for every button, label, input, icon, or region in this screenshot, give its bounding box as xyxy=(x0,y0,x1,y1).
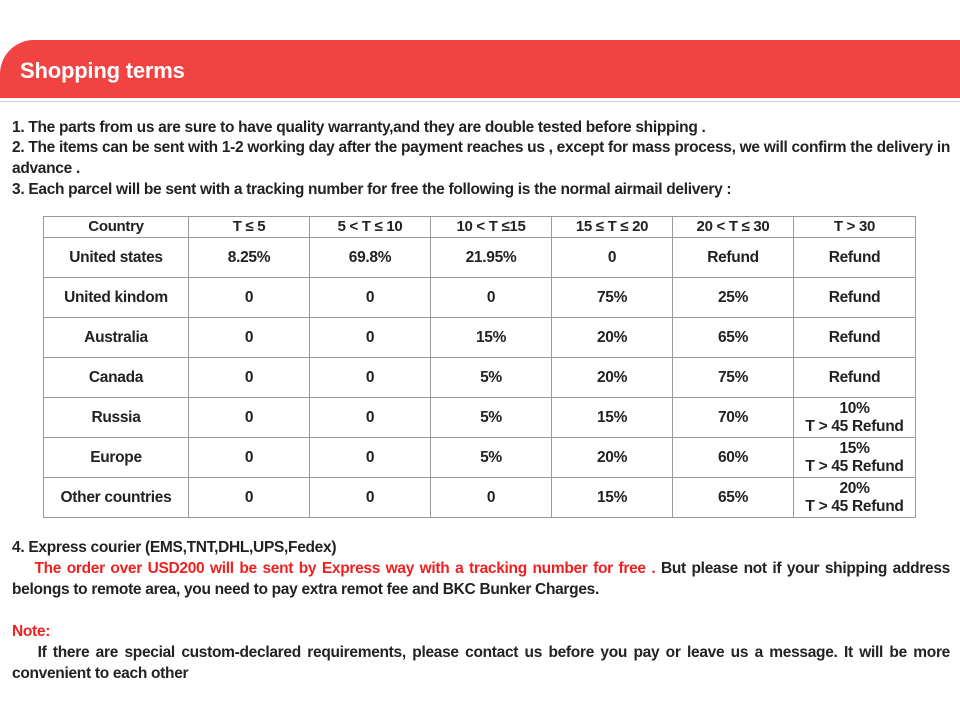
table-row xyxy=(44,358,916,398)
header-t-le-5: T ≤ 5 xyxy=(189,217,310,238)
rate-cell: 20% xyxy=(552,358,673,398)
page-title: Shopping terms xyxy=(20,58,185,83)
rate-cell: 0 xyxy=(310,318,431,358)
table-header-row xyxy=(44,217,916,238)
rate-cell: 15% xyxy=(431,318,552,358)
header-country: Country xyxy=(44,217,189,238)
rate-cell: 25% xyxy=(673,278,794,318)
header-10-15: 10 < T ≤15 xyxy=(431,217,552,238)
express-free-highlight: The order over USD200 will be sent by Express way with a tracking number for free . xyxy=(34,560,656,577)
express-terms xyxy=(12,558,950,600)
rate-cell: 0 xyxy=(189,278,310,318)
rate-value: 15% xyxy=(839,439,870,457)
rate-cell xyxy=(794,438,916,478)
rate-cell: 0 xyxy=(189,398,310,438)
rate-cell: 75% xyxy=(673,358,794,398)
header-15-20: 15 ≤ T ≤ 20 xyxy=(552,217,673,238)
express-heading: 4. Express courier (EMS,TNT,DHL,UPS,Fedex) xyxy=(12,539,337,556)
rate-cell: 0 xyxy=(431,478,552,518)
express-remote-area: But please not if your shipping address belongs to remote area, you need to pay extra remot fee and BKC Bunker Charges. xyxy=(12,560,950,598)
divider xyxy=(0,101,960,102)
table-row xyxy=(44,478,916,518)
header-banner xyxy=(0,40,960,98)
country-cell: Canada xyxy=(44,358,189,398)
term-shipping-time: 2. The items can be sent with 1-2 working day after the payment reaches us , except for mass process, we will confirm the delivery in advance . xyxy=(12,139,950,177)
rate-cell: 0 xyxy=(310,438,431,478)
rate-cell: 5% xyxy=(431,438,552,478)
rate-cell: 0 xyxy=(189,478,310,518)
table-row xyxy=(44,238,916,278)
rate-cell: Refund xyxy=(794,238,916,278)
rate-cell: 69.8% xyxy=(310,238,431,278)
header-5-10: 5 < T ≤ 10 xyxy=(310,217,431,238)
rate-cell: Refund xyxy=(794,318,916,358)
rate-refund-note: T > 45 Refund xyxy=(805,497,904,515)
rate-cell: Refund xyxy=(673,238,794,278)
rate-cell: 0 xyxy=(189,358,310,398)
rate-cell: 20% xyxy=(552,438,673,478)
table-row xyxy=(44,318,916,358)
table-row xyxy=(44,278,916,318)
rate-cell: 21.95% xyxy=(431,238,552,278)
country-cell: Other countries xyxy=(44,478,189,518)
rate-cell: Refund xyxy=(794,278,916,318)
rate-cell: 0 xyxy=(310,358,431,398)
rate-cell: 75% xyxy=(552,278,673,318)
rate-cell xyxy=(794,478,916,518)
table-row xyxy=(44,398,916,438)
rate-cell: 0 xyxy=(552,238,673,278)
rate-value: 20% xyxy=(839,479,870,497)
rate-cell: 65% xyxy=(673,318,794,358)
rate-cell: 0 xyxy=(310,478,431,518)
rate-cell: 5% xyxy=(431,398,552,438)
note-label: Note: xyxy=(12,623,51,640)
rate-refund-note: T > 45 Refund xyxy=(805,417,904,435)
note-text xyxy=(12,642,950,684)
country-cell: Australia xyxy=(44,318,189,358)
term-quality-warranty: 1. The parts from us are sure to have quality warranty,and they are double tested before shipping . xyxy=(12,119,706,136)
country-cell: United states xyxy=(44,238,189,278)
rate-value: 10% xyxy=(839,399,870,417)
country-cell: United kindom xyxy=(44,278,189,318)
rate-cell: 0 xyxy=(310,278,431,318)
rate-cell: 65% xyxy=(673,478,794,518)
rate-cell: 60% xyxy=(673,438,794,478)
rate-cell: 0 xyxy=(189,318,310,358)
note-body: If there are special custom-declared requirements, please contact us before you pay or leave us a message. It will be more convenient to each other xyxy=(12,644,950,682)
country-cell: Europe xyxy=(44,438,189,478)
header-20-30: 20 < T ≤ 30 xyxy=(673,217,794,238)
rate-cell: 5% xyxy=(431,358,552,398)
term-tracking-number: 3. Each parcel will be sent with a tracking number for free the following is the normal airmail delivery : xyxy=(12,181,732,198)
rate-cell: 8.25% xyxy=(189,238,310,278)
rate-cell: 0 xyxy=(310,398,431,438)
rate-cell: 15% xyxy=(552,398,673,438)
rate-refund-note: T > 45 Refund xyxy=(805,457,904,475)
delivery-table xyxy=(43,216,916,518)
rate-cell xyxy=(794,398,916,438)
rate-cell: 0 xyxy=(189,438,310,478)
rate-cell: 70% xyxy=(673,398,794,438)
rate-cell: 0 xyxy=(431,278,552,318)
country-cell: Russia xyxy=(44,398,189,438)
rate-cell: 20% xyxy=(552,318,673,358)
rate-cell: 15% xyxy=(552,478,673,518)
rate-cell: Refund xyxy=(794,358,916,398)
header-t-gt-30: T > 30 xyxy=(794,217,916,238)
table-row xyxy=(44,438,916,478)
